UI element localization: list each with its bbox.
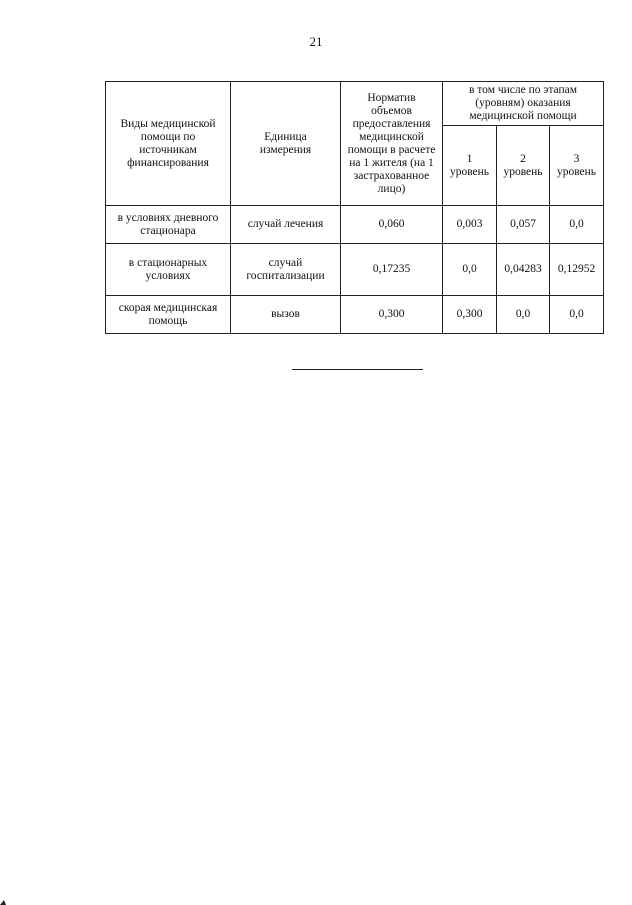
scan-artifact: [0, 895, 6, 905]
cell-level-2: 0,0: [497, 296, 550, 334]
cell-level-2: 0,057: [497, 206, 550, 244]
cell-care-type: в условиях дневного стационара: [106, 206, 231, 244]
header-level-3: 3 уровень: [550, 126, 604, 206]
table-header-row: [106, 82, 604, 126]
header-norm: Норматив объемов предоставления медицинской помощи в расчете на 1 жителя (на 1 застрахованное лицо): [341, 82, 443, 206]
header-care-type: Виды медицинской помощи по источникам финансирования: [106, 82, 231, 206]
header-level-1: 1 уровень: [443, 126, 497, 206]
table-row: [106, 244, 604, 296]
cell-level-2: 0,04283: [497, 244, 550, 296]
cell-unit: случай госпитализации: [231, 244, 341, 296]
table-row: [106, 296, 604, 334]
header-level-2: 2 уровень: [497, 126, 550, 206]
header-stages: в том числе по этапам (уровням) оказания медицинской помощи: [443, 82, 604, 126]
cell-level-1: 0,300: [443, 296, 497, 334]
cell-care-type: в стационарных условиях: [106, 244, 231, 296]
end-rule: [292, 369, 423, 370]
cell-norm: 0,060: [341, 206, 443, 244]
cell-unit: вызов: [231, 296, 341, 334]
header-unit: Единица измерения: [231, 82, 341, 206]
cell-level-1: 0,003: [443, 206, 497, 244]
cell-care-type: скорая медицинская помощь: [106, 296, 231, 334]
page-number: 21: [309, 34, 323, 49]
cell-level-3: 0,0: [550, 206, 604, 244]
medical-care-norms-table: [105, 81, 604, 334]
cell-level-1: 0,0: [443, 244, 497, 296]
table-row: [106, 206, 604, 244]
cell-norm: 0,17235: [341, 244, 443, 296]
cell-norm: 0,300: [341, 296, 443, 334]
cell-level-3: 0,12952: [550, 244, 604, 296]
cell-level-3: 0,0: [550, 296, 604, 334]
cell-unit: случай лечения: [231, 206, 341, 244]
